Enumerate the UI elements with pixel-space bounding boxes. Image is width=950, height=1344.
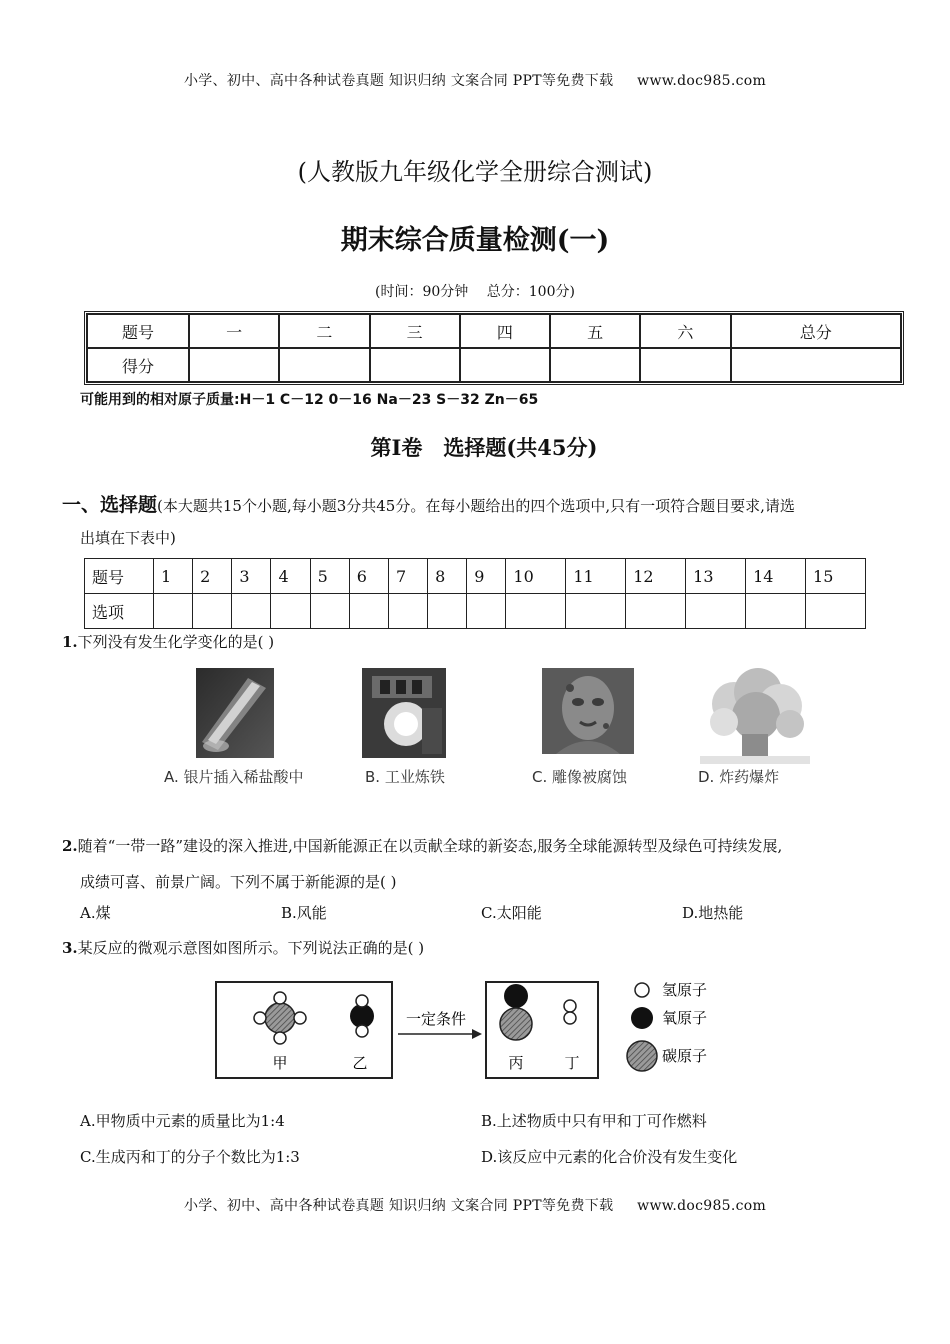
answer-number: 8 [428, 559, 467, 594]
photo-explosive-blast [700, 664, 810, 764]
answer-cell[interactable] [566, 594, 626, 629]
section-title: 第Ⅰ卷 选择题(共45分) [370, 435, 598, 460]
molecule-yi [350, 995, 374, 1037]
q2-option-a: A.煤 [80, 904, 111, 922]
part1-intro [62, 489, 892, 554]
reaction-condition: 一定条件 [405, 1010, 467, 1028]
q2-option-c: C.太阳能 [481, 904, 542, 922]
part1-instructions-cont: 出填在下表中) [80, 529, 176, 547]
score-cell[interactable] [640, 348, 730, 382]
score-header-cell: 一 [189, 314, 279, 348]
legend-carbon-icon [627, 1041, 657, 1071]
score-header-cell: 题号 [87, 314, 189, 348]
question-3 [62, 937, 424, 958]
score-cell[interactable] [550, 348, 640, 382]
answer-number: 14 [746, 559, 806, 594]
reaction-diagram [210, 972, 740, 1084]
question-number: 3. [62, 939, 78, 957]
answer-header-label: 题号 [85, 559, 154, 594]
answer-row-label: 选项 [85, 594, 154, 629]
answer-table [84, 558, 866, 629]
answer-number: 3 [232, 559, 271, 594]
answer-number: 1 [154, 559, 193, 594]
answer-number: 12 [626, 559, 686, 594]
molecule-jia [254, 992, 306, 1044]
time-info: (时间：90分钟 总分：100分) [375, 284, 575, 300]
answer-cell[interactable] [349, 594, 388, 629]
answer-cell[interactable] [154, 594, 193, 629]
score-header-cell: 六 [640, 314, 730, 348]
score-cell[interactable] [460, 348, 550, 382]
atomic-masses: 可能用到的相对原子质量:H－1 C－12 0－16 Na－23 S－32 Zn－65 [80, 392, 539, 408]
question-text: 某反应的微观示意图如图所示。下列说法正确的是( ) [77, 939, 425, 957]
answer-cell[interactable] [626, 594, 686, 629]
q3-option-a: A.甲物质中元素的质量比为1:4 [80, 1112, 285, 1130]
photo-corroded-statue [542, 668, 634, 754]
answer-cell[interactable] [746, 594, 806, 629]
question-text-cont: 成绩可喜、前景广阔。下列不属于新能源的是( ) [80, 873, 397, 891]
molecule-ding [564, 1000, 576, 1024]
score-cell[interactable] [189, 348, 279, 382]
answer-number: 9 [467, 559, 506, 594]
score-table [84, 311, 904, 385]
legend-oxygen: 氧原子 [662, 1009, 708, 1027]
caption-b: B. 工业炼铁 [365, 768, 445, 786]
part1-instructions: (本大题共15个小题,每小题3分共45分。在每小题给出的四个选项中,只有一项符合题目要求,请选 [157, 497, 795, 515]
answer-cell[interactable] [232, 594, 271, 629]
q2-option-b: B.风能 [281, 904, 327, 922]
score-header-cell: 五 [550, 314, 640, 348]
caption-a: A. 银片插入稀盐酸中 [164, 768, 304, 786]
question-2 [62, 828, 892, 900]
arrow-head [472, 1029, 482, 1039]
answer-number: 7 [388, 559, 427, 594]
photo-industrial-iron [362, 668, 446, 758]
molecule-bing [500, 984, 532, 1040]
q2-option-d: D.地热能 [682, 904, 744, 922]
q3-option-b: B.上述物质中只有甲和丁可作燃料 [481, 1112, 707, 1130]
page-header: 小学、初中、高中各种试卷真题 知识归纳 文案合同 PPT等免费下载 www.doc985.com [183, 73, 767, 89]
answer-number: 6 [349, 559, 388, 594]
question-text: 下列没有发生化学变化的是( ) [77, 633, 275, 651]
q3-option-c: C.生成丙和丁的分子个数比为1:3 [80, 1148, 300, 1166]
answer-number: 10 [506, 559, 566, 594]
answer-number: 13 [686, 559, 746, 594]
question-text: 随着“一带一路”建设的深入推进,中国新能源正在以贡献全球的新姿态,服务全球能源转型及绿色可持续发展, [77, 837, 783, 855]
answer-number: 15 [806, 559, 866, 594]
label-jia: 甲 [272, 1054, 288, 1072]
score-row-label: 得分 [87, 348, 189, 382]
answer-cell[interactable] [193, 594, 232, 629]
label-ding: 丁 [564, 1054, 580, 1072]
answer-cell[interactable] [806, 594, 866, 629]
answer-cell[interactable] [388, 594, 427, 629]
label-bing: 丙 [508, 1054, 524, 1072]
answer-number: 11 [566, 559, 626, 594]
legend-oxygen-icon [631, 1007, 653, 1029]
answer-cell[interactable] [506, 594, 566, 629]
score-cell[interactable] [731, 348, 902, 382]
q3-option-d: D.该反应中元素的化合价没有发生变化 [481, 1148, 738, 1166]
score-cell[interactable] [370, 348, 460, 382]
part1-heading: 一、选择题 [62, 494, 158, 516]
answer-cell[interactable] [428, 594, 467, 629]
answer-cell[interactable] [271, 594, 310, 629]
legend-carbon: 碳原子 [662, 1047, 708, 1065]
score-header-cell: 二 [279, 314, 369, 348]
answer-cell[interactable] [467, 594, 506, 629]
answer-number: 4 [271, 559, 310, 594]
exam-subtitle: (人教版九年级化学全册综合测试) [297, 158, 653, 186]
score-cell[interactable] [279, 348, 369, 382]
score-table-row [87, 348, 901, 382]
caption-d: D. 炸药爆炸 [698, 768, 780, 786]
score-header-cell: 四 [460, 314, 550, 348]
photo-silver-in-acid [196, 668, 274, 758]
answer-cell[interactable] [310, 594, 349, 629]
caption-c: C. 雕像被腐蚀 [532, 768, 628, 786]
legend-hydrogen: 氢原子 [662, 981, 708, 999]
score-header-cell: 三 [370, 314, 460, 348]
question-number: 1. [62, 633, 78, 651]
answer-number: 2 [193, 559, 232, 594]
score-table-header-row [87, 314, 901, 348]
answer-cell[interactable] [686, 594, 746, 629]
exam-title: 期末综合质量检测(一) [340, 225, 610, 256]
question-number: 2. [62, 837, 78, 855]
answer-table-header-row [85, 559, 866, 594]
page-footer: 小学、初中、高中各种试卷真题 知识归纳 文案合同 PPT等免费下载 www.doc985.com [183, 1198, 767, 1214]
label-yi: 乙 [352, 1054, 368, 1072]
question-1 [62, 631, 274, 652]
answer-number: 5 [310, 559, 349, 594]
score-header-cell: 总分 [731, 314, 902, 348]
answer-table-row [85, 594, 866, 629]
legend-hydrogen-icon [635, 983, 649, 997]
